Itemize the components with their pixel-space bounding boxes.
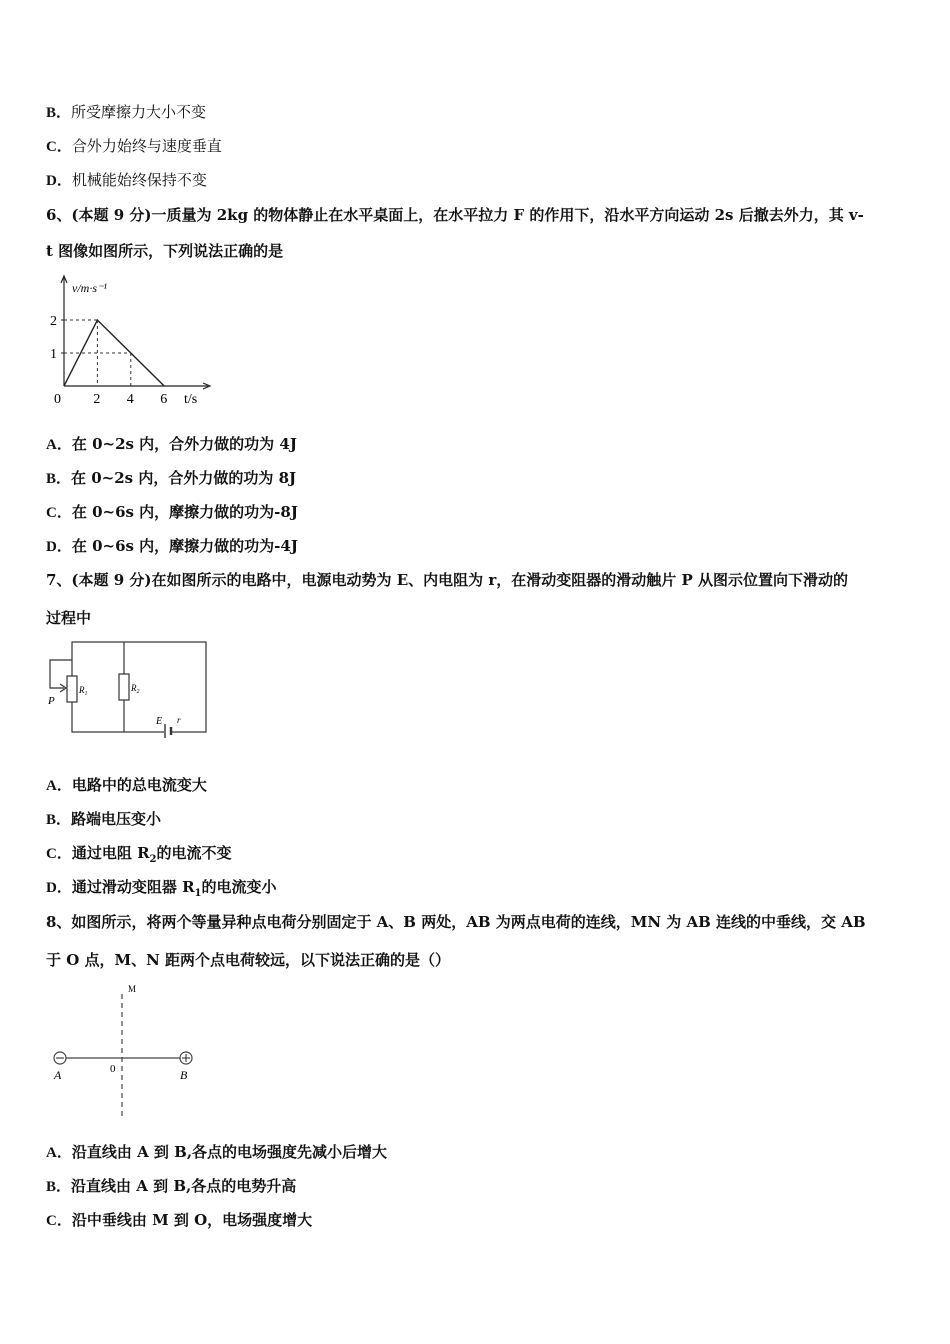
label-r1: $R_1$	[79, 685, 88, 697]
option-letter: C．	[46, 505, 72, 521]
q7-option-a	[46, 775, 207, 796]
q8-option-a	[46, 1142, 387, 1163]
q5-option-d	[46, 170, 207, 191]
label-e: E	[156, 716, 163, 727]
option-text-post: 的电流不变	[156, 844, 232, 862]
q8-option-b	[46, 1176, 296, 1197]
y-tick-label: 2	[50, 314, 57, 329]
option-text: 在 0~6s 内，摩擦力做的功为-8J	[71, 503, 298, 521]
q6-stem-line2: t 图像如图所示，下列说法正确的是	[46, 242, 284, 260]
vt-graph	[46, 272, 216, 416]
option-letter: B．	[46, 1179, 72, 1195]
option-letter: D．	[46, 539, 72, 555]
q5-option-c	[46, 136, 222, 157]
circuit-outer-wire	[72, 642, 206, 732]
q8-stem-line2: 于 O 点，M、N 距两个点电荷较远，以下说法正确的是（）	[46, 951, 451, 969]
option-text-pre: 通过滑动变阻器 R	[71, 878, 195, 896]
label-b: B	[180, 1068, 188, 1082]
option-letter: A．	[46, 437, 72, 453]
option-letter: D．	[46, 880, 72, 896]
option-text: 在 0~2s 内，合外力做的功为 4J	[71, 435, 297, 453]
option-text: 沿中垂线由 M 到 O，电场强度增大	[71, 1211, 313, 1229]
option-letter: C．	[46, 139, 72, 155]
q6-option-d	[46, 536, 298, 557]
option-letter: C．	[46, 1213, 72, 1229]
x-axis-label: t/s	[184, 392, 198, 407]
option-text: 在 0~6s 内，摩擦力做的功为-4J	[71, 537, 298, 555]
option-text: 所受摩擦力大小不变	[71, 103, 207, 121]
option-text-sub: 2	[149, 854, 157, 865]
option-letter: B．	[46, 105, 72, 121]
option-text-pre: 通过电阻 R	[71, 844, 150, 862]
option-text: 路端电压变小	[71, 810, 162, 828]
label-r2: $R_2$	[131, 683, 140, 695]
option-text: 沿直线由 A 到 B,各点的电势升高	[71, 1177, 297, 1195]
q7-stem-line2: 过程中	[46, 609, 92, 627]
q7-option-b	[46, 809, 161, 830]
y-axis-label: v/m·s⁻¹	[72, 281, 107, 295]
option-letter: A．	[46, 1145, 72, 1161]
option-text: 机械能始终保持不变	[71, 171, 207, 189]
option-text-sub: 1	[194, 888, 202, 899]
q8-option-c	[46, 1210, 312, 1231]
charges-diagram	[46, 980, 206, 1120]
option-text: 合外力始终与速度垂直	[71, 137, 222, 155]
option-text: 电路中的总电流变大	[71, 776, 207, 794]
y-tick-label: 1	[50, 347, 57, 362]
circuit-diagram	[44, 638, 214, 738]
label-r: r	[177, 715, 181, 725]
option-text: 沿直线由 A 到 B,各点的电场强度先减小后增大	[71, 1143, 388, 1161]
q7-stem-line1: 7、(本题 9 分)在如图所示的电路中，电源电动势为 E、内电阻为 r，在滑动变阻器的滑动触片 P 从图示位置向下滑动的	[46, 571, 849, 589]
label-m: M	[128, 984, 137, 994]
q7-option-c	[46, 843, 232, 870]
q6-stem-line1: 6、(本题 9 分)一质量为 2kg 的物体静止在水平桌面上，在水平拉力 F 的作用下，沿水平方向运动 2s 后撤去外力，其 v-	[46, 206, 864, 224]
label-a: A	[54, 1068, 62, 1082]
option-letter: C．	[46, 846, 72, 862]
option-letter: A．	[46, 778, 72, 794]
q7-option-d	[46, 877, 277, 904]
x-tick-label: 0	[54, 392, 61, 407]
q8-stem-line1: 8、如图所示，将两个等量异种点电荷分别固定于 A、B 两处，AB 为两点电荷的连线，MN 为 AB 连线的中垂线，交 AB	[46, 913, 866, 931]
option-letter: B．	[46, 471, 72, 487]
resistor-r1	[67, 676, 77, 702]
q6-option-b	[46, 468, 296, 489]
x-tick-label: 2	[93, 392, 101, 407]
option-text: 在 0~2s 内，合外力做的功为 8J	[71, 469, 297, 487]
resistor-r2	[119, 674, 129, 700]
option-letter: B．	[46, 812, 72, 828]
q6-option-c	[46, 502, 298, 523]
label-o: 0	[110, 1063, 116, 1075]
x-tick-label: 6	[160, 392, 168, 407]
q5-option-b	[46, 102, 206, 123]
option-text-post: 的电流变小	[201, 878, 277, 896]
q6-option-a	[46, 434, 297, 455]
option-letter: D．	[46, 173, 72, 189]
x-tick-label: 4	[126, 392, 134, 407]
label-p: P	[48, 695, 55, 707]
vt-graph-svg	[46, 272, 216, 416]
